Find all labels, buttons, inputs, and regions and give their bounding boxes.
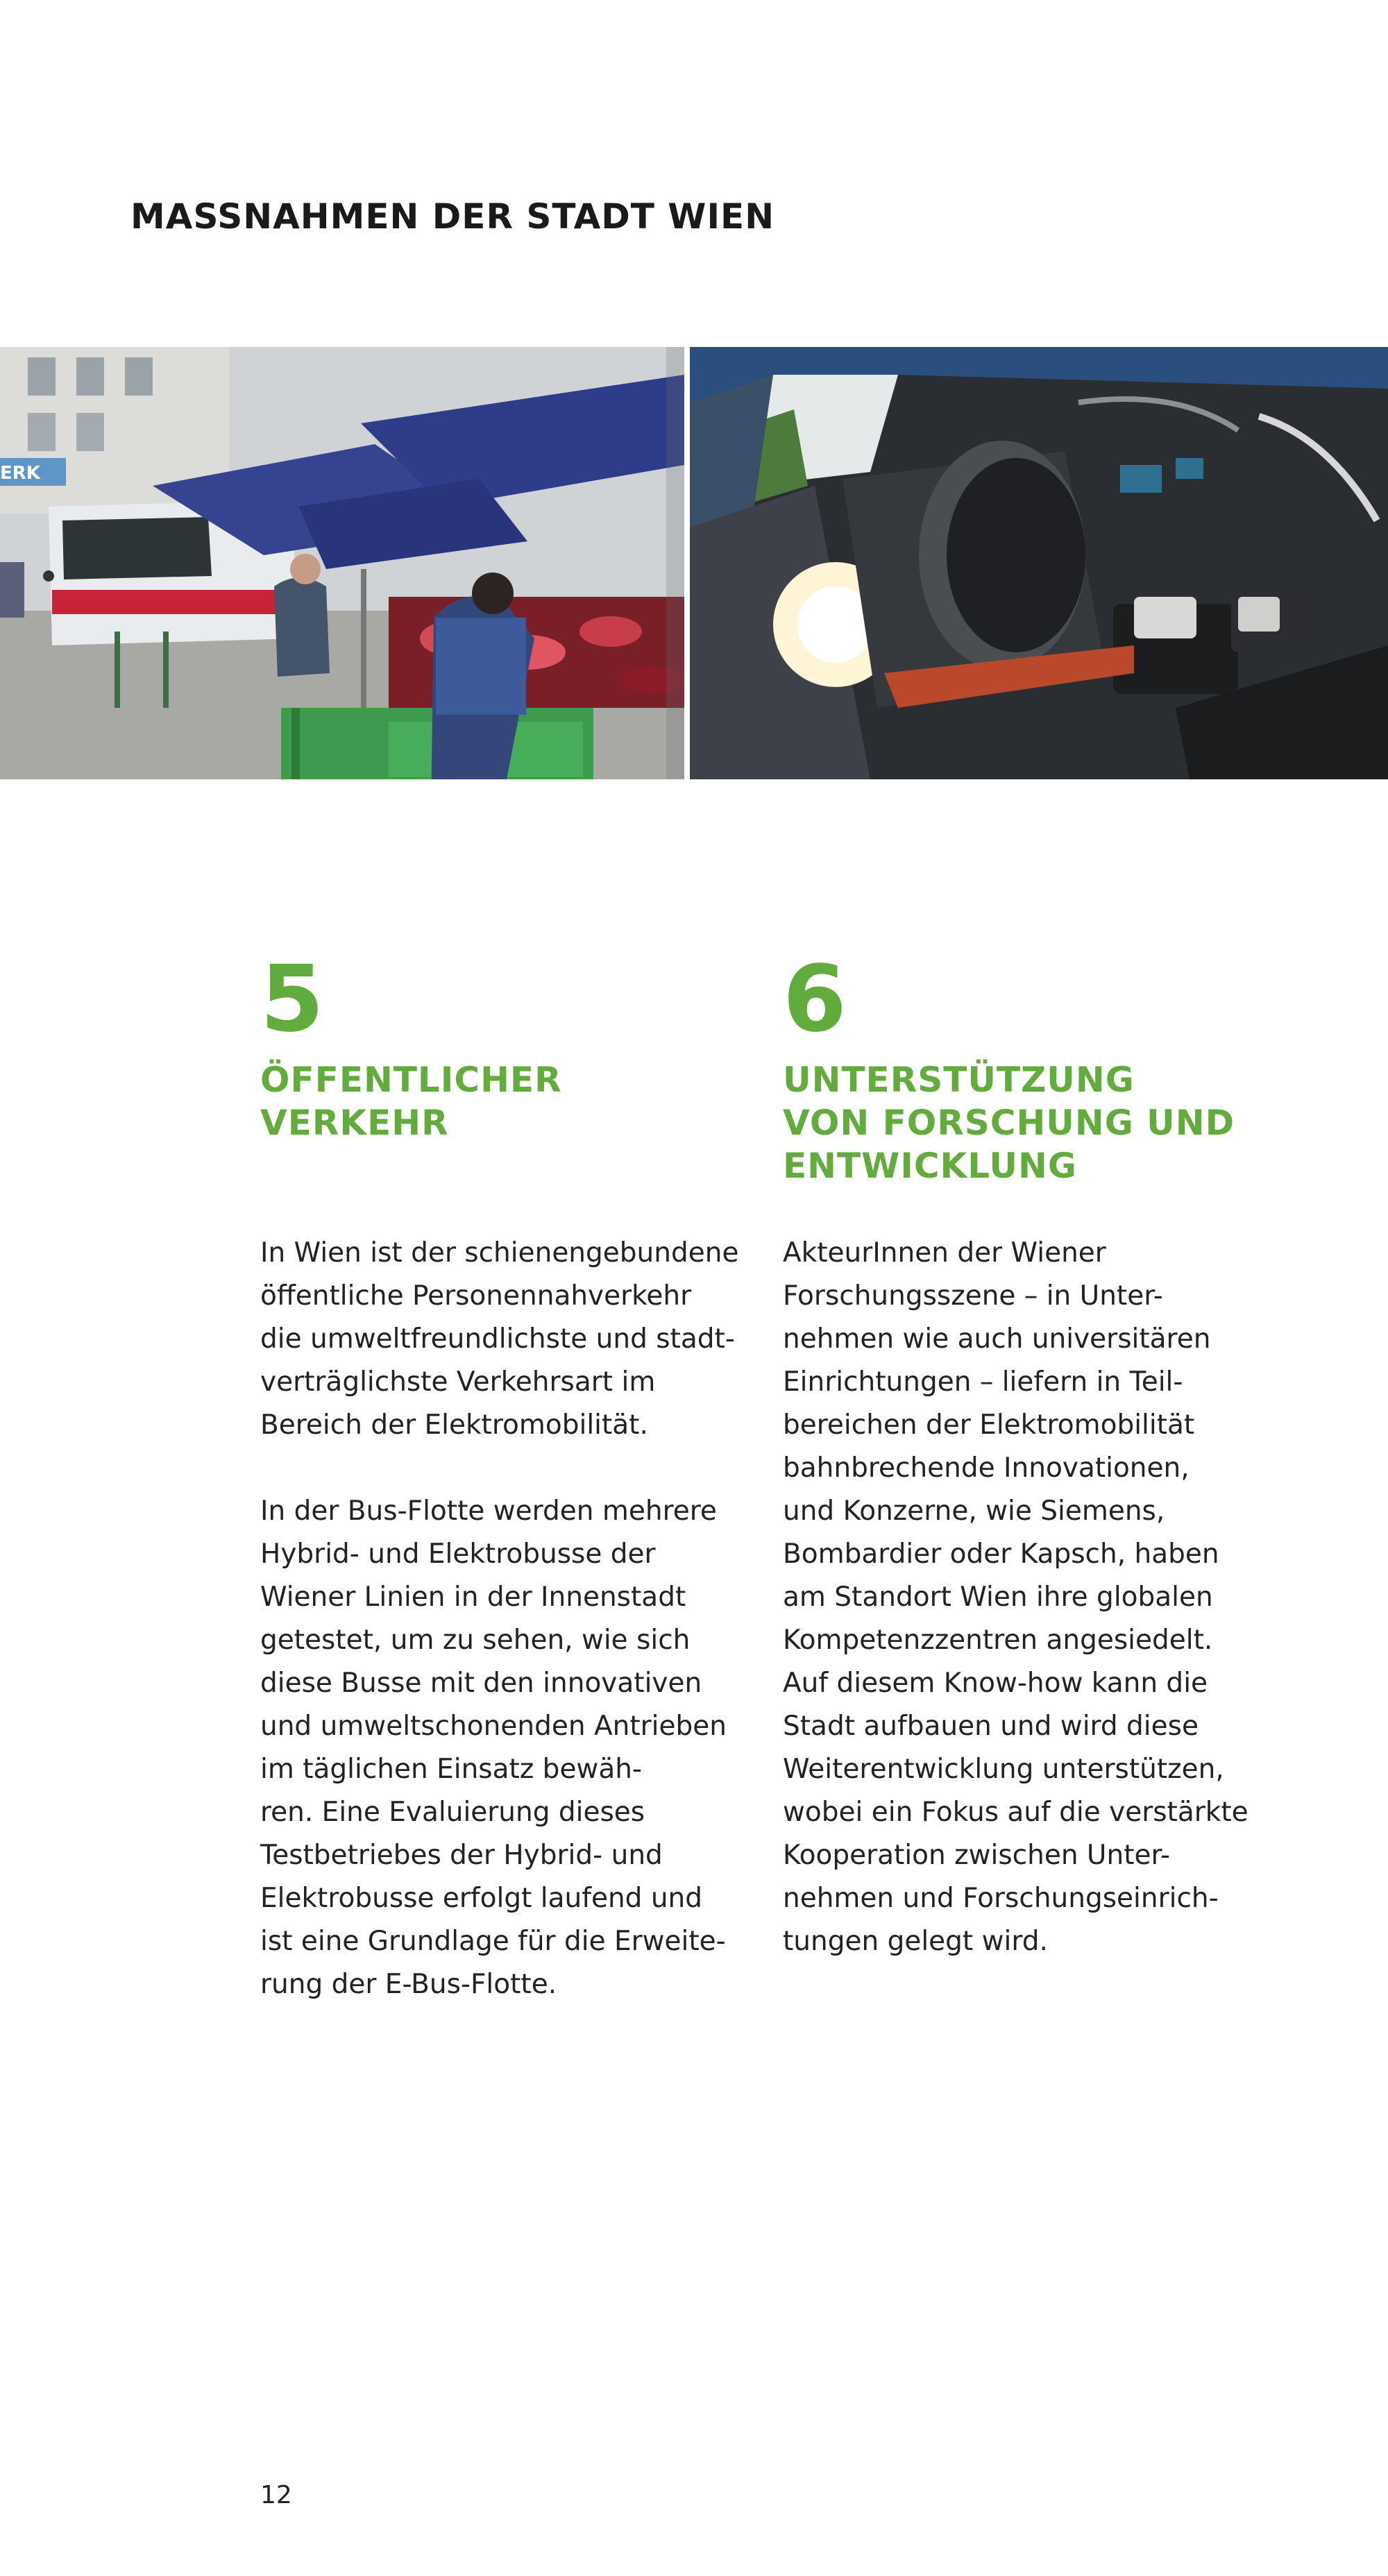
text-line: Elektrobusse erfolgt laufend und [260, 1883, 703, 1914]
section-body [783, 1232, 1249, 2006]
section-title [260, 1058, 746, 1144]
text-line: Auf diesem Know-how kann die [783, 1668, 1208, 1699]
text-line: In Wien ist der schienengebundene [260, 1237, 739, 1269]
section-public-transport [260, 946, 746, 2000]
section-title-line: ENTWICKLUNG [783, 1146, 1077, 1186]
text-line: Wiener Linien in der Innenstadt [260, 1582, 686, 1613]
sign-text: ERK [0, 463, 40, 484]
text-line: Weiterentwicklung unterstützen, [783, 1754, 1224, 1785]
photo-tram-market [0, 347, 684, 779]
page-number: 12 [260, 2481, 292, 2509]
text-line: verträglichste Verkehrsart im [260, 1366, 656, 1398]
text-line: im täglichen Einsatz bewäh- [260, 1754, 643, 1785]
text-line: Bereich der Elektromobilität. [260, 1409, 648, 1441]
section-title-line: UNTERSTÜTZUNG [783, 1060, 1135, 1100]
text-line: Bombardier oder Kapsch, haben [783, 1539, 1219, 1570]
text-line: ren. Eine Evaluierung dieses [260, 1797, 645, 1828]
text-line: Testbetriebes der Hybrid- und [260, 1840, 663, 1871]
text-line: diese Busse mit den innovativen [260, 1668, 702, 1699]
section-number: 5 [260, 946, 324, 1053]
text-line: am Standort Wien ihre globalen [783, 1582, 1213, 1613]
text-line: wobei ein Fokus auf die verstärkte [783, 1797, 1249, 1828]
paragraph [260, 1490, 738, 2006]
text-line: Stadt aufbauen und wird diese [783, 1711, 1199, 1742]
text-line: Forschungsszene – in Unter- [783, 1280, 1163, 1312]
paragraph [783, 1232, 1249, 1963]
paragraph [260, 1232, 738, 1447]
text-line: tungen gelegt wird. [783, 1926, 1048, 1957]
page-heading: MASSNAHMEN DER STADT WIEN [130, 196, 775, 237]
text-line: Kooperation zwischen Unter- [783, 1840, 1171, 1871]
text-line: und umweltschonenden Antrieben [260, 1711, 727, 1742]
section-title-line: VERKEHR [260, 1103, 449, 1143]
text-line: Hybrid- und Elektrobusse der [260, 1539, 656, 1570]
section-body [260, 1232, 738, 2049]
text-line: nehmen wie auch universitären [783, 1323, 1211, 1355]
text-line: nehmen und Forschungseinrich- [783, 1883, 1219, 1914]
text-line: AkteurInnen der Wiener [783, 1237, 1106, 1269]
text-line: In der Bus-Flotte werden mehrere [260, 1495, 717, 1527]
text-line: Kompetenzzentren angesiedelt. [783, 1625, 1213, 1656]
text-line: bahnbrechende Innovationen, [783, 1452, 1190, 1484]
text-line: rung der E-Bus-Flotte. [260, 1969, 557, 2000]
section-title [783, 1058, 1310, 1187]
text-line: bereichen der Elektromobilität [783, 1409, 1195, 1441]
text-line: die umweltfreundlichste und stadt- [260, 1323, 735, 1355]
text-line: öffentliche Personennahverkehr [260, 1280, 692, 1312]
section-number: 6 [783, 946, 847, 1053]
section-research-support [783, 946, 1310, 1957]
photo-engine [690, 347, 1388, 779]
section-title-line: VON FORSCHUNG UND [783, 1103, 1235, 1143]
text-line: Einrichtungen – liefern in Teil- [783, 1366, 1183, 1398]
text-line: ist eine Grundlage für die Erweite- [260, 1926, 726, 1957]
section-title-line: ÖFFENTLICHER [260, 1060, 562, 1100]
text-line: und Konzerne, wie Siemens, [783, 1495, 1165, 1527]
text-line: getestet, um zu sehen, wie sich [260, 1625, 691, 1656]
